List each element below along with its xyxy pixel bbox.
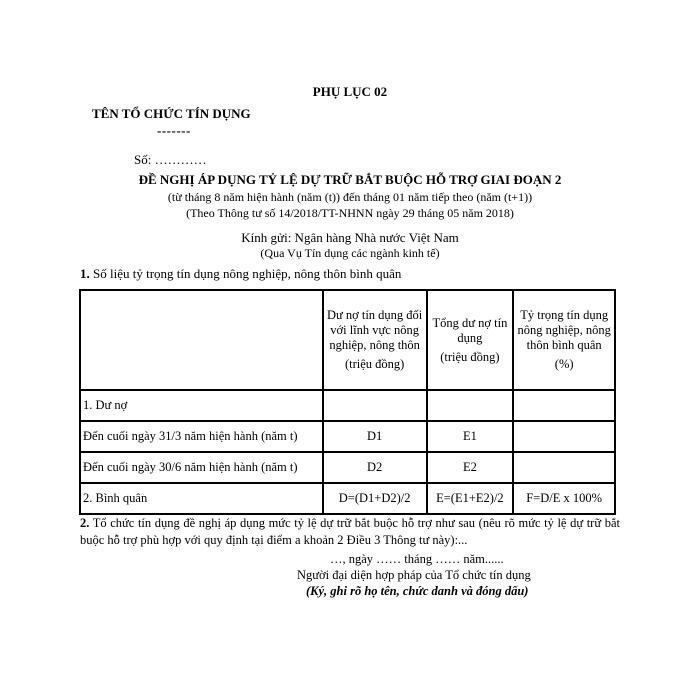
row-label: 2. Bình quân [80,483,323,514]
row-label: Đến cuối ngày 30/6 năm hiện hành (năm t) [80,452,323,483]
header-label: Tổng dư nợ tín dụng [432,315,508,345]
legal-basis: (Theo Thông tư số 14/2018/TT-NHNN ngày 29 tháng 05 năm 2018) [186,206,514,220]
section-2-number: 2. [80,516,90,530]
document-period: (từ tháng 8 năm hiện hành (năm (t)) đến tháng 01 năm tiếp theo (năm (t+1)) [167,190,533,204]
document-number: Số: ………… [134,152,207,167]
table-cell [513,452,615,483]
org-divider: ------- [157,123,191,138]
table-cell [427,390,514,421]
appendix-label: PHỤ LỤC 02 [312,84,388,99]
signature-note: (Ký, ghi rõ họ tên, chức danh và đóng dấu) [306,584,529,598]
table-cell: F=D/E x 100% [513,483,615,514]
credit-ratio-table [79,289,616,515]
table-cell: E1 [427,421,514,452]
org-name: TÊN TỔ CHỨC TÍN DỤNG [92,106,251,121]
header-unit: (triệu đồng) [440,349,500,364]
section-2-text: Tổ chức tín dụng đề nghị áp dụng mức tỷ lệ dự trữ bắt buộc hỗ trợ như sau (nêu rõ mức tỷ lệ dự trữ bắt buộc hỗ trợ phù hợp với quy định tại điểm a khoản 2 Điều 3 Thông tư này):... [80,516,620,547]
table-cell: D=(D1+D2)/2 [323,483,427,514]
section-1-text: Số liệu tỷ trọng tín dụng nông nghiệp, nông thôn bình quân [89,266,402,281]
header-unit: (triệu đồng) [344,357,405,371]
section-1-heading [80,266,401,282]
table-header-ratio [513,290,615,390]
table-cell: D1 [323,421,427,452]
table-header-rural-credit [323,290,427,390]
date-line: …, ngày …… tháng …… năm...... [330,552,504,566]
table-row [80,452,615,483]
table-row [80,421,615,452]
header-unit: (%) [554,357,574,371]
table-row [80,483,615,514]
signer-title: Người đại diện hợp pháp của Tổ chức tín dụng [297,568,531,582]
row-label: Đến cuối ngày 31/3 năm hiện hành (năm t) [80,421,323,452]
table-header-row [80,290,615,390]
header-label: Tỷ trọng tín dụng nông nghiệp, nông thôn bình quân [517,308,611,352]
recipient-via: (Qua Vụ Tín dụng các ngành kinh tế) [260,246,440,260]
table-cell [513,390,615,421]
table-header-empty [80,290,323,390]
row-label: 1. Dư nợ [80,390,323,421]
section-1-number: 1. [80,266,90,281]
table-cell: E=(E1+E2)/2 [427,483,514,514]
document-title: ĐỀ NGHỊ ÁP DỤNG TỶ LỆ DỰ TRỮ BẮT BUỘC HỖ TRỢ GIAI ĐOẠN 2 [138,172,562,187]
table-cell [513,421,615,452]
table-header-total-credit [427,290,514,390]
table-cell: E2 [427,452,514,483]
recipient-line: Kính gửi: Ngân hàng Nhà nước Việt Nam [241,230,459,245]
table-cell: D2 [323,452,427,483]
header-label: Dư nợ tín dụng đối với lĩnh vực nông nghiệp, nông thôn [326,308,423,352]
section-2-paragraph [80,515,620,549]
table-cell [323,390,427,421]
table-row [80,390,615,421]
